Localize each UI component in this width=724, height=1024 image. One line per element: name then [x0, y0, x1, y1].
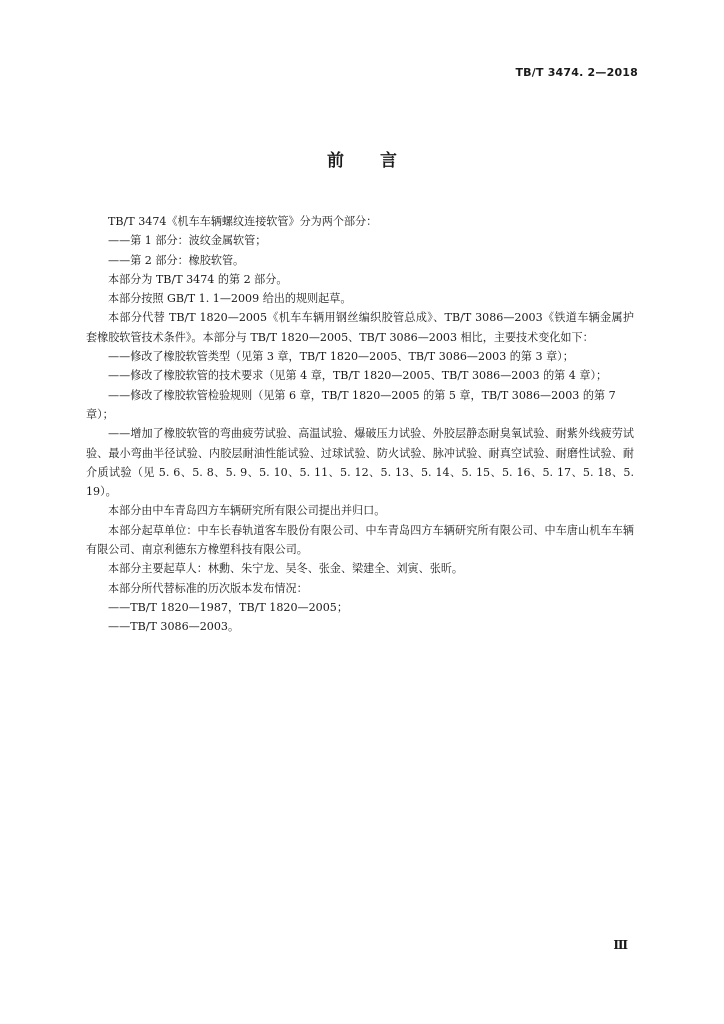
paragraph-drafting-units: 本部分起草单位：中车长春轨道客车股份有限公司、中车青岛四方车辆研究所有限公司、中车唐山机车车辆有限公司、南京利德东方橡塑科技有限公司。	[86, 523, 634, 557]
foreword-body	[86, 212, 634, 637]
list-item-history-1820: ——TB/T 1820—1987，TB/T 1820—2005；	[108, 600, 348, 614]
list-item-change-requirements: ——修改了橡胶软管的技术要求（见第 4 章，TB/T 1820—2005、TB/T 3086—2003 的第 4 章）；	[108, 369, 608, 383]
list-item-added-tests: ——增加了橡胶软管的弯曲疲劳试验、高温试验、爆破压力试验、外胶层静态耐臭氧试验、耐紫外线疲劳试验、最小弯曲半径试验、内胶层耐油性能试验、过球试验、防火试验、脉冲试验、耐真空试验、耐磨性试验、耐介质试验（见 5. 6、5. 8、5. 9、5. 10、5. 11、5. 12、5. 13、5. 14、5. 15、5. 16、5. 17、5. 18、5. 19）。	[86, 427, 634, 499]
paragraph-history: 本部分所代替标准的历次版本发布情况：	[108, 581, 308, 595]
paragraph-intro: TB/T 3474《机车车辆螺纹连接软管》分为两个部分：	[108, 215, 378, 228]
list-item-part2: ——第 2 部分：橡胶软管。	[108, 253, 245, 267]
list-item-change-inspection: ——修改了橡胶软管检验规则（见第 6 章，TB/T 1820—2005 的第 5 章，TB/T 3086—2003 的第 7 章）；	[86, 388, 616, 421]
list-item-history-3086: ——TB/T 3086—2003。	[108, 620, 240, 634]
list-item-part1: ——第 1 部分：波纹金属软管；	[108, 234, 267, 248]
page-number: Ⅲ	[613, 938, 628, 952]
list-item-change-type: ——修改了橡胶软管类型（见第 3 章，TB/T 1820—2005、TB/T 3086—2003 的第 3 章）；	[108, 350, 574, 364]
page-title: 前言	[327, 151, 433, 171]
paragraph-drafting-rules: 本部分按照 GB/T 1. 1—2009 给出的规则起草。	[108, 292, 352, 306]
paragraph-part-statement: 本部分为 TB/T 3474 的第 2 部分。	[108, 272, 288, 286]
paragraph-proposed-by: 本部分由中车青岛四方车辆研究所有限公司提出并归口。	[108, 504, 386, 518]
paragraph-drafters: 本部分主要起草人：林勳、朱宁龙、吴冬、张金、梁建全、刘寅、张昕。	[108, 562, 464, 576]
paragraph-replaces: 本部分代替 TB/T 1820—2005《机车车辆用钢丝编织胶管总成》、TB/T 3086—2003《铁道车辆金属护套橡胶软管技术条件》。本部分与 TB/T 1820—2005、TB/T 3086—2003 相比，主要技术变化如下：	[86, 311, 634, 344]
standard-number: TB/T 3474. 2—2018	[515, 66, 638, 79]
